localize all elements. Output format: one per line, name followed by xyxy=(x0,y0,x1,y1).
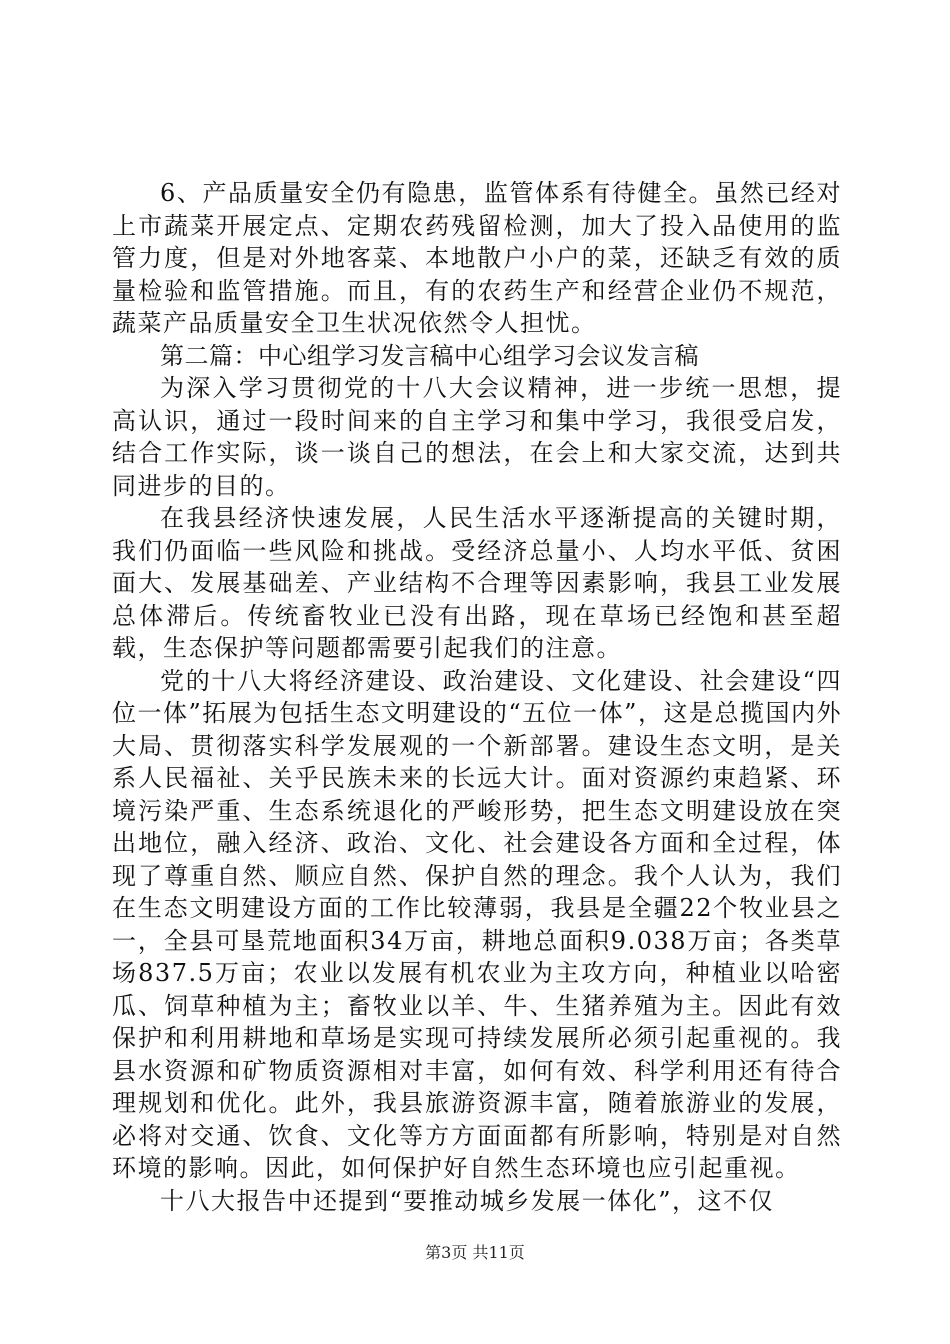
paragraph-urban-rural: 十八大报告中还提到“要推动城乡发展一体化”，这不仅 xyxy=(160,1186,775,1215)
page-number: 第3页 共11页 xyxy=(425,1243,525,1262)
document-body xyxy=(112,177,842,1217)
paragraph-intro: 为深入学习贯彻党的十八大会议精神，进一步统一思想，提高认识，通过一段时间来的自主学习和集中学习，我很受启发，结合工作实际，谈一谈自己的想法，在会上和大家交流，达到共同进步的目的。 xyxy=(112,374,842,500)
paragraph-ecology: 党的十八大将经济建设、政治建设、文化建设、社会建设“四位一体”拓展为包括生态文明建设的“五位一体”，这是总揽国内外大局、贯彻落实科学发展观的一个新部署。建设生态文明，是关系人民福祉、关乎民族未来的长远大计。面对资源约束趋紧、环境污染严重、生态系统退化的严峻形势，把生态文明建设放在突出地位，融入经济、政治、文化、社会建设各方面和全过程，体现了尊重自然、顺应自然、保护自然的理念。我个人认为，我们在生态文明建设方面的工作比较薄弱，我县是全疆22个牧业县之一，全县可垦荒地面积34万亩，耕地总面积9.038万亩；各类草场837.5万亩；农业以发展有机农业为主攻方向，种植业以哈密瓜、饲草种植为主；畜牧业以羊、牛、生猪养殖为主。因此有效保护和利用耕地和草场是实现可持续发展所必须引起重视的。我县水资源和矿物质资源相对丰富，如何有效、科学利用还有待合理规划和优化。此外，我县旅游资源丰富，随着旅游业的发展，必将对交通、饮食、文化等方方面面都有所影响，特别是对自然环境的影响。因此，如何保护好自然生态环境也应引起重视。 xyxy=(112,666,842,1182)
paragraph-challenges: 在我县经济快速发展，人民生活水平逐渐提高的关键时期，我们仍面临一些风险和挑战。受经济总量小、人均水平低、贫困面大、发展基础差、产业结构不合理等因素影响，我县工业发展总体滞后。传统畜牧业已没有出路，现在草场已经饱和甚至超载，生态保护等问题都需要引起我们的注意。 xyxy=(112,504,842,662)
page-footer xyxy=(0,1243,950,1263)
paragraph-product-safety: 6、产品质量安全仍有隐患，监管体系有待健全。虽然已经对上市蔬菜开展定点、定期农药残留检测，加大了投入品使用的监管力度，但是对外地客菜、本地散户小户的菜，还缺乏有效的质量检验和监管措施。而且，有的农药生产和经营企业仍不规范，蔬菜产品质量安全卫生状况依然令人担忧。 xyxy=(112,179,842,337)
section-heading: 第二篇：中心组学习发言稿中心组学习会议发言稿 xyxy=(160,341,699,370)
